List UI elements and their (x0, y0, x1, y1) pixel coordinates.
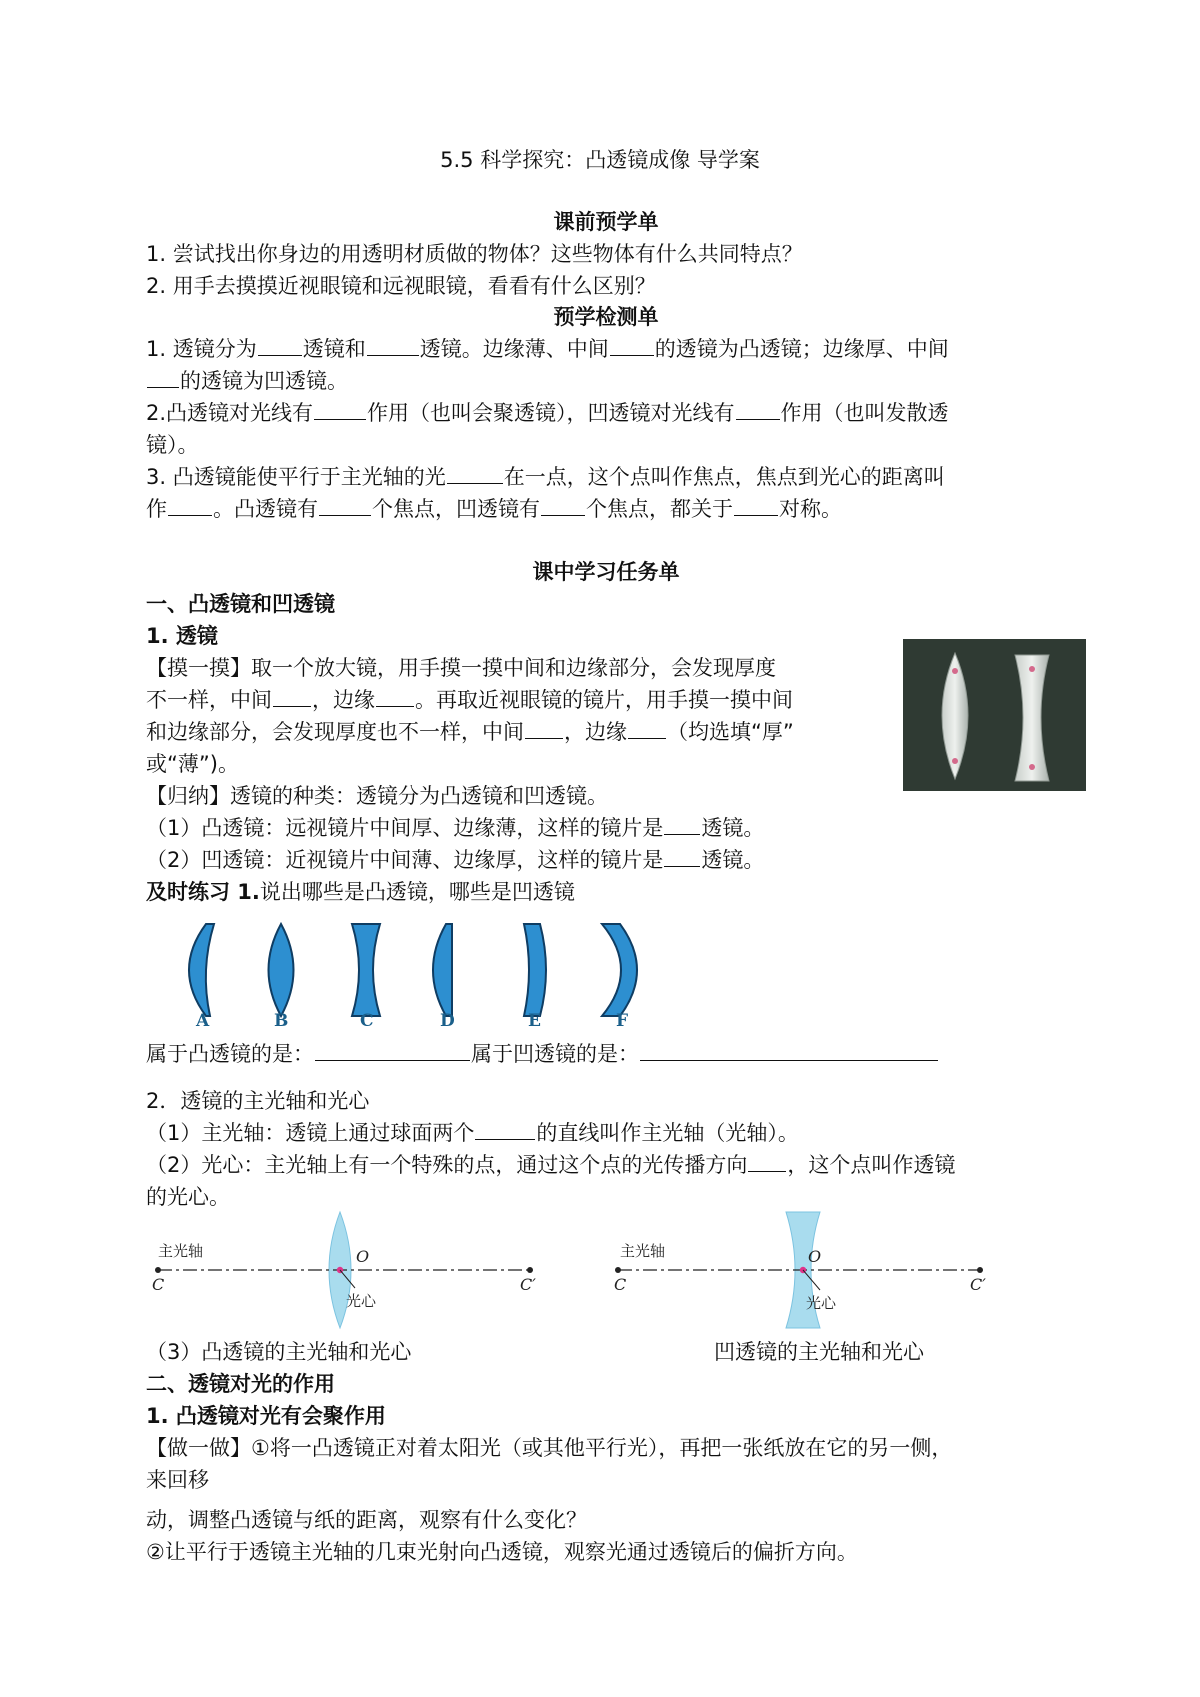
lens-letter: B (274, 1011, 289, 1030)
check-line-1: 1. 透镜分为 透镜和 透镜。边缘薄、中间 的透镜为凸透镜；边缘厚、中间 (146, 333, 949, 365)
summary-line: 【归纳】透镜的种类：透镜分为凸透镜和凹透镜。 (146, 784, 608, 808)
blank[interactable] (273, 684, 311, 707)
optical-center-label: 光心 (346, 1292, 377, 1310)
check-line-6: 作 。凸透镜有 个焦点，凹透镜有 个焦点，都关于 对称。 (146, 493, 842, 525)
caption-convex: （3）凸透镜的主光轴和光心 (146, 1340, 412, 1364)
lens-letter: E (528, 1011, 541, 1030)
check-heading: 预学检测单 (553, 305, 659, 329)
page-title: 5.5 科学探究：凸透镜成像 导学案 (440, 148, 760, 172)
touch-line-3: 和边缘部分，会发现厚度也不一样，中间 ，边缘 （均选填“厚” (146, 716, 794, 748)
center-o-label: O (808, 1247, 822, 1266)
do-line-3: 动，调整凸透镜与纸的距离，观察有什么变化？ (146, 1508, 587, 1532)
lens-letter: F (616, 1011, 629, 1030)
subsection-converge: 1. 凸透镜对光有会聚作用 (146, 1404, 386, 1428)
check-line-4: 镜）。 (146, 433, 199, 457)
convex-answer-blank[interactable] (315, 1038, 470, 1061)
blank[interactable] (610, 333, 654, 356)
concave-answer-blank[interactable] (640, 1038, 938, 1061)
lens-shape-a (189, 924, 214, 1016)
concave-definition: （2）凹透镜：近视镜片中间薄、边缘厚，这样的镜片是 透镜。 (146, 844, 764, 876)
concave-axis-diagram (610, 1208, 1010, 1333)
blank[interactable] (664, 844, 700, 867)
blank[interactable] (376, 684, 414, 707)
do-line-4: ②让平行于透镜主光轴的几束光射向凸透镜，观察光通过透镜后的偏折方向。 (146, 1540, 858, 1564)
center-o-label: O (356, 1247, 370, 1266)
blank[interactable] (628, 716, 666, 739)
point-c-label: C (614, 1275, 627, 1294)
center-definition-1: （2）光心：主光轴上有一个特殊的点，通过这个点的光传播方向 ，这个点叫作透镜 (146, 1149, 955, 1181)
blank[interactable] (447, 461, 503, 484)
caption-concave: 凹透镜的主光轴和光心 (714, 1340, 924, 1364)
concave-lens-piece (1015, 655, 1049, 781)
lens-shape-d (433, 924, 452, 1016)
lens-shape-b (269, 924, 294, 1016)
touch-line-1: 【摸一摸】取一个放大镜，用手摸一摸中间和边缘部分，会发现厚度 (146, 656, 776, 680)
touch-line-4: 或“薄”)。 (146, 752, 239, 776)
practice-1: 及时练习 1.说出哪些是凸透镜，哪些是凹透镜 (146, 880, 575, 904)
preclass-heading: 课前预学单 (553, 210, 659, 234)
section-2-heading: 二、透镜对光的作用 (146, 1372, 335, 1396)
lens-letter: D (440, 1011, 455, 1030)
blank[interactable] (541, 493, 585, 516)
point-c-label: C (152, 1275, 165, 1294)
lens-letter: A (196, 1011, 210, 1030)
lens-shape-c (352, 924, 380, 1016)
axis-label: 主光轴 (620, 1242, 666, 1260)
lens-letter: C (360, 1011, 374, 1030)
blank[interactable] (475, 1117, 535, 1140)
section-1-heading: 一、凸透镜和凹透镜 (146, 592, 335, 616)
preclass-question-1: 1. 尝试找出你身边的用透明材质做的物体？这些物体有什么共同特点？ (146, 242, 803, 266)
check-line-3: 2.凸透镜对光线有 作用（也叫会聚透镜），凹透镜对光线有 作用（也叫发散透 (146, 397, 949, 429)
blank[interactable] (664, 812, 700, 835)
blank[interactable] (734, 493, 778, 516)
answer-line: 属于凸透镜的是： 属于凹透镜的是： (146, 1038, 939, 1070)
do-line-2: 来回移 (146, 1468, 209, 1492)
center-definition-2: 的光心。 (146, 1185, 230, 1209)
check-line-5: 3. 凸透镜能使平行于主光轴的光 在一点，这个点叫作焦点，焦点到光心的距离叫 (146, 461, 945, 493)
point-c2-label: C′ (970, 1275, 986, 1294)
blank[interactable] (525, 716, 563, 739)
inclass-heading: 课中学习任务单 (532, 560, 680, 584)
lens-shape-e (524, 924, 546, 1016)
convex-definition: （1）凸透镜：远视镜片中间厚、边缘薄，这样的镜片是 透镜。 (146, 812, 764, 844)
blank[interactable] (314, 397, 366, 420)
optical-center-label: 光心 (806, 1294, 837, 1312)
point-c2-label: C′ (520, 1275, 536, 1294)
blank[interactable] (258, 333, 302, 356)
blank[interactable] (748, 1149, 786, 1172)
blank[interactable] (367, 333, 419, 356)
axis-definition: （1）主光轴：透镜上通过球面两个 的直线叫作主光轴（光轴）。 (146, 1117, 799, 1149)
lens-shape-f (602, 924, 637, 1016)
do-line-1: 【做一做】①将一凸透镜正对着太阳光（或其他平行光），再把一张纸放在它的另一侧， (146, 1436, 953, 1460)
blank[interactable] (147, 365, 179, 388)
preclass-question-2: 2. 用手去摸摸近视眼镜和远视眼镜，看看有什么区别？ (146, 274, 656, 298)
touch-line-2: 不一样，中间 ，边缘 。再取近视眼镜的镜片，用手摸一摸中间 (146, 684, 793, 716)
blank[interactable] (168, 493, 212, 516)
convex-axis-diagram (150, 1208, 550, 1333)
axis-label: 主光轴 (158, 1242, 204, 1260)
lens-shapes-figure (170, 918, 670, 1030)
blank[interactable] (319, 493, 371, 516)
lens-photo (903, 639, 1086, 791)
blank[interactable] (736, 397, 780, 420)
subsection-axis: 2．透镜的主光轴和光心 (146, 1089, 370, 1113)
check-line-2: 的透镜为凹透镜。 (146, 365, 348, 397)
subsection-lens: 1. 透镜 (146, 624, 218, 648)
